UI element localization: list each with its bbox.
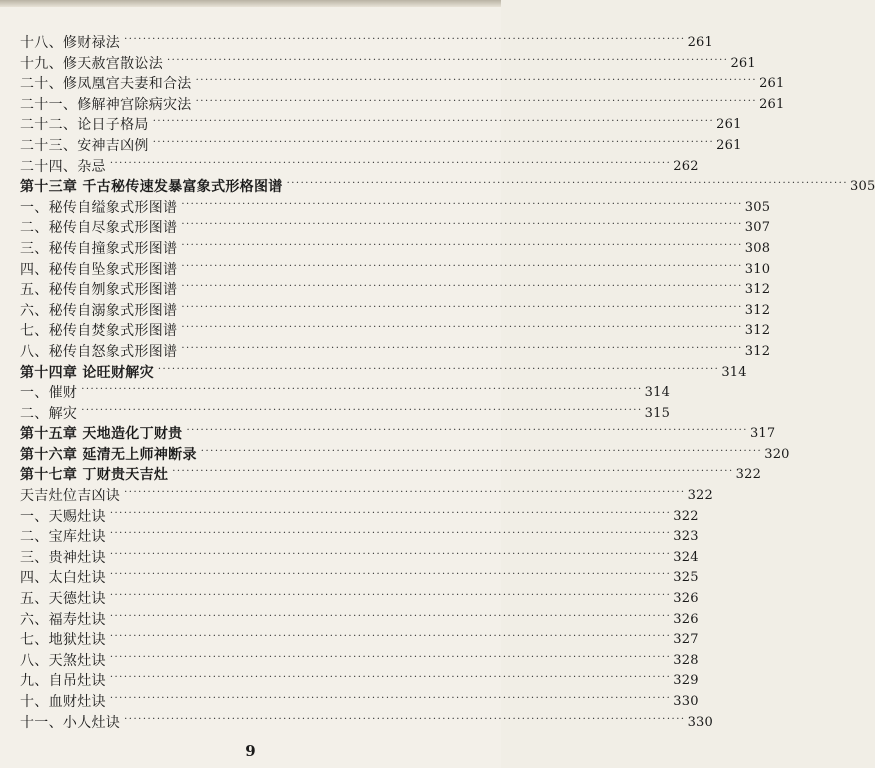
dot-leader: ························································································································: [109, 548, 672, 560]
toc-entry-title: 四、太白灶诀: [20, 570, 106, 587]
toc-entry-page: 322: [687, 488, 713, 504]
toc-entry-title: 五、天德灶诀: [20, 591, 106, 608]
toc-entry-title: 二十三、安神吉凶例: [20, 137, 149, 154]
toc-entry-title: 十九、修天赦宫散讼法: [20, 55, 163, 72]
dot-leader: ························································································································: [181, 239, 743, 251]
dot-leader: ························································································································: [81, 384, 643, 396]
toc-entry-page: 326: [673, 611, 699, 627]
dot-leader: ························································································································: [195, 95, 758, 107]
toc-entry-title: 二、解灾: [20, 405, 78, 422]
toc-entry-page: 330: [687, 714, 713, 730]
toc-entry-title: 第十五章 天地造化丁财贵: [20, 426, 183, 443]
toc-entry-page: 307: [744, 220, 771, 236]
toc-entry-page: 315: [644, 405, 671, 421]
toc-entry-title: 天吉灶位吉凶诀: [20, 488, 121, 505]
toc-entry-title: 七、秘传自焚象式形图谱: [20, 323, 178, 340]
toc-entry-page: 261: [716, 137, 742, 153]
toc-entry-title: 七、地狱灶诀: [20, 632, 106, 649]
dot-leader: ························································································································: [181, 301, 743, 313]
toc-entry-title: 第十六章 延清无上师神断录: [20, 446, 197, 463]
dot-leader: ························································································································: [109, 672, 672, 684]
toc-entry-page: 261: [687, 35, 713, 50]
dot-leader: ························································································································: [109, 569, 672, 581]
table-of-contents: [20, 33, 875, 733]
toc-entry-title: 一、天赐灶诀: [20, 508, 106, 525]
page-number: 9: [245, 742, 256, 760]
toc-entry-page: 328: [673, 652, 699, 668]
dot-leader: ························································································································: [172, 466, 734, 478]
toc-entry-title: 二十一、修解神宫除病灾法: [20, 96, 192, 113]
toc-entry-page: 329: [673, 673, 699, 689]
toc-entry: [20, 713, 713, 734]
dot-leader: ························································································································: [181, 198, 743, 210]
toc-entry-page: 317: [749, 426, 776, 442]
dot-leader: ························································································································: [181, 322, 743, 334]
toc-entry-title: 一、秘传自缢象式形图谱: [20, 199, 178, 216]
dot-leader: ························································································································: [186, 425, 748, 437]
dot-leader: ························································································································: [124, 713, 686, 725]
toc-entry-page: 330: [673, 694, 699, 709]
toc-entry-title: 十八、修财禄法: [20, 35, 121, 51]
dot-leader: ························································································································: [181, 219, 743, 231]
toc-entry-title: 十、血财灶诀: [20, 694, 106, 710]
dot-leader: ························································································································: [109, 651, 672, 663]
dot-leader: ························································································································: [81, 404, 643, 416]
toc-entry-title: 八、天煞灶诀: [20, 652, 106, 669]
toc-entry-page: 308: [744, 240, 771, 256]
toc-entry-title: 二十四、杂忌: [20, 158, 106, 175]
toc-entry-page: 312: [744, 323, 771, 339]
toc-entry-title: 五、秘传自刎象式形图谱: [20, 282, 178, 299]
dot-leader: ························································································································: [109, 693, 672, 704]
toc-entry-page: 305: [744, 199, 771, 215]
toc-entry-page: 312: [744, 282, 771, 298]
toc-entry-page: 322: [673, 508, 699, 524]
dot-leader: ························································································································: [200, 445, 763, 457]
toc-entry-title: 一、催财: [20, 385, 78, 402]
dot-leader: ························································································································: [286, 178, 849, 190]
toc-entry-title: 第十三章 千古秘传速发暴富象式形格图谱: [20, 179, 283, 196]
toc-entry-page: 323: [673, 529, 699, 545]
toc-entry-page: 320: [764, 446, 790, 462]
toc-entry-page: 325: [673, 570, 699, 586]
toc-entry-page: 305: [850, 179, 875, 195]
toc-entry-title: 八、秘传自怒象式形图谱: [20, 343, 178, 360]
toc-entry-title: 第十七章 丁财贵天吉灶: [20, 467, 169, 484]
dot-leader: ························································································································: [109, 507, 672, 519]
toc-entry-page: 312: [744, 302, 771, 318]
toc-entry-title: 二十二、论日子格局: [20, 117, 149, 134]
toc-entry-page: 262: [673, 158, 699, 174]
dot-leader: ························································································································: [181, 281, 743, 293]
toc-entry-page: 324: [673, 549, 699, 565]
dot-leader: ························································································································: [124, 34, 686, 45]
toc-entry-title: 二十、修凤凰宫夫妻和合法: [20, 76, 192, 93]
toc-entry-page: 312: [744, 343, 771, 359]
toc-entry-page: 314: [644, 385, 671, 401]
toc-entry-title: 九、自吊灶诀: [20, 673, 106, 690]
toc-entry-page: 327: [673, 632, 699, 648]
toc-entry-title: 六、秘传自溺象式形图谱: [20, 302, 178, 319]
dot-leader: ························································································································: [181, 342, 743, 354]
toc-entry-title: 二、秘传自尽象式形图谱: [20, 220, 178, 237]
dot-leader: ························································································································: [109, 528, 672, 540]
page-top-edge: [0, 0, 501, 7]
dot-leader: ························································································································: [109, 631, 672, 643]
dot-leader: ························································································································: [152, 136, 715, 148]
toc-entry-page: 261: [730, 55, 756, 71]
toc-entry-page: 261: [759, 76, 785, 92]
toc-entry-title: 三、贵神灶诀: [20, 549, 106, 566]
toc-entry-title: 十一、小人灶诀: [20, 714, 121, 731]
toc-entry-page: 322: [735, 467, 762, 483]
toc-entry-title: 第十四章 论旺财解灾: [20, 364, 154, 381]
toc-entry-title: 二、宝库灶诀: [20, 529, 106, 546]
toc-entry-page: 261: [716, 117, 742, 133]
toc-entry-page: 310: [744, 261, 771, 277]
dot-leader: ························································································································: [195, 75, 758, 87]
dot-leader: ························································································································: [109, 157, 672, 169]
dot-leader: ························································································································: [109, 590, 672, 602]
toc-entry-title: 四、秘传自坠象式形图谱: [20, 261, 178, 278]
toc-entry-page: 326: [673, 591, 699, 607]
dot-leader: ························································································································: [124, 487, 686, 499]
toc-entry-title: 六、福寿灶诀: [20, 611, 106, 628]
toc-entry-page: 314: [721, 364, 747, 380]
dot-leader: ························································································································: [181, 260, 743, 272]
toc-entry-title: 三、秘传自撞象式形图谱: [20, 240, 178, 257]
dot-leader: ························································································································: [157, 363, 720, 375]
dot-leader: ························································································································: [109, 610, 672, 622]
dot-leader: ························································································································: [152, 116, 715, 128]
dot-leader: ························································································································: [167, 54, 729, 66]
toc-entry-page: 261: [759, 96, 785, 112]
